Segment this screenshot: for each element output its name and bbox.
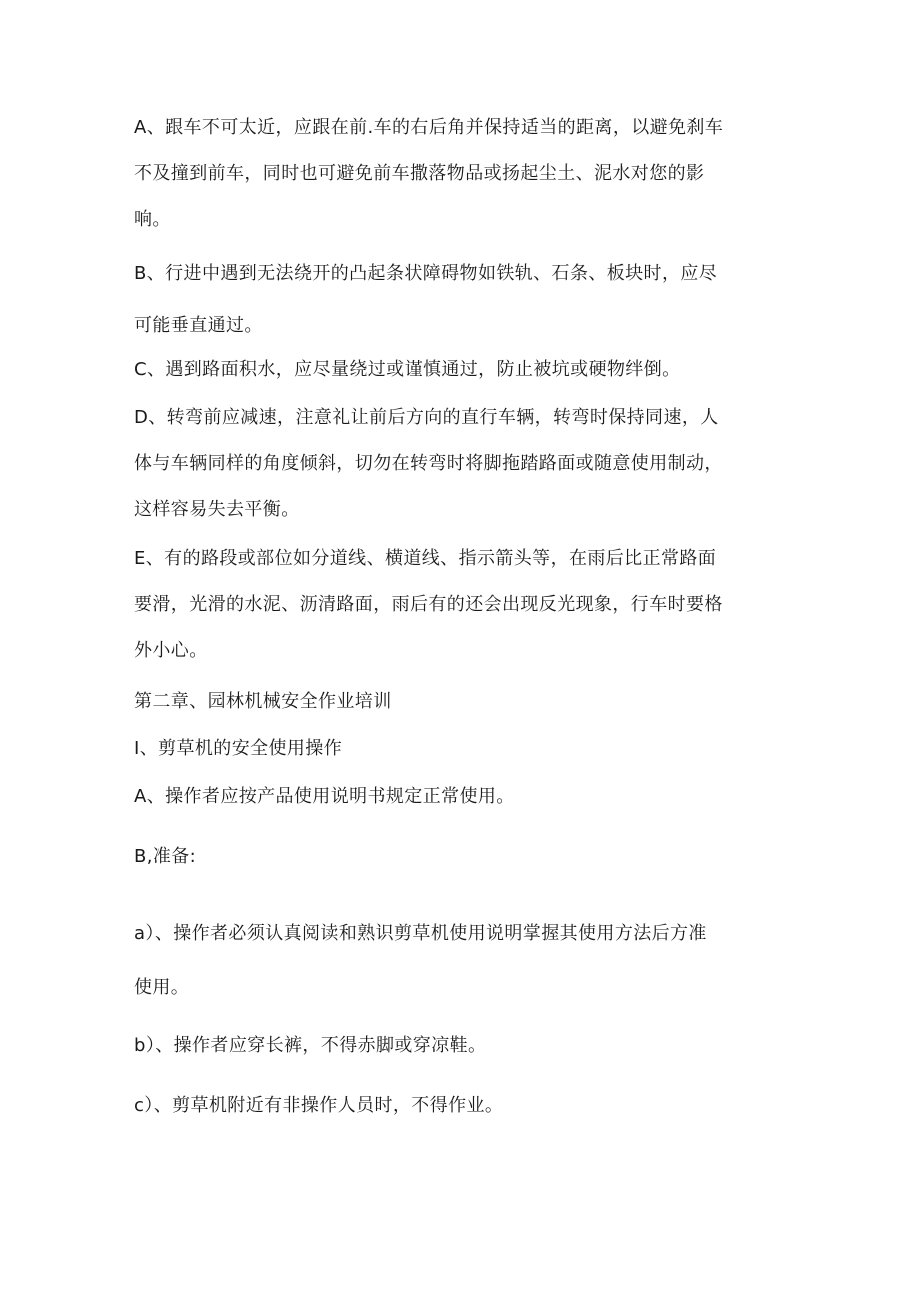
text-line: 响。 — [134, 209, 171, 230]
text-line: 可能垂直通过。 — [134, 315, 263, 336]
paragraph-section-b — [134, 845, 784, 869]
paragraph-e — [134, 547, 784, 663]
text-line: B,准备: — [134, 846, 197, 867]
text-line: 这样容易失去平衡。 — [134, 499, 300, 520]
text-line: b）、操作者应穿长裤，不得赤脚或穿凉鞋。 — [134, 1035, 487, 1056]
section-heading — [134, 737, 784, 761]
text-line: I、剪草机的安全使用操作 — [134, 738, 343, 759]
item-a — [134, 922, 784, 1000]
text-line: E、有的路段或部位如分道线、横道线、指示箭头等，在雨后比正常路面 — [134, 548, 717, 569]
chapter-heading — [134, 690, 784, 714]
text-line: 外小心。 — [134, 640, 208, 661]
text-line: 要滑，光滑的水泥、沥清路面，雨后有的还会出现反光现象，行车时要格 — [134, 594, 723, 615]
text-line: A、操作者应按产品使用说明书规定正常使用。 — [134, 786, 515, 807]
paragraph-a — [134, 116, 784, 232]
text-line: D、转弯前应减速，注意礼让前后方向的直行车辆，转弯时保持同速，人 — [134, 407, 719, 428]
text-line: A、跟车不可太近，应跟在前.车的右后角并保持适当的距离，以避免刹车 — [134, 117, 724, 138]
item-c — [134, 1094, 784, 1118]
text-line: 使用。 — [134, 977, 190, 998]
text-line: a）、操作者必须认真阅读和熟识剪草机使用说明掌握其使用方法后方准 — [134, 923, 707, 944]
text-line: 不及撞到前车，同时也可避免前车撒落物品或扬起尘土、泥水对您的影 — [134, 163, 705, 184]
text-line: c）、剪草机附近有非操作人员时，不得作业。 — [134, 1095, 504, 1116]
text-line: C、遇到路面积水，应尽量绕过或谨慎通过，防止被坑或硬物绊倒。 — [134, 359, 681, 380]
paragraph-c — [134, 358, 784, 382]
text-line: 体与车辆同样的角度倾斜，切勿在转弯时将脚拖踏路面或随意使用制动， — [134, 453, 723, 474]
paragraph-b — [134, 262, 784, 338]
paragraph-d — [134, 406, 784, 522]
item-b — [134, 1034, 784, 1058]
text-line: 第二章、园林机械安全作业培训 — [134, 691, 392, 712]
text-line: B、行进中遇到无法绕开的凸起条状障碍物如铁轨、石条、板块时，应尽 — [134, 263, 718, 284]
paragraph-section-a — [134, 785, 784, 809]
